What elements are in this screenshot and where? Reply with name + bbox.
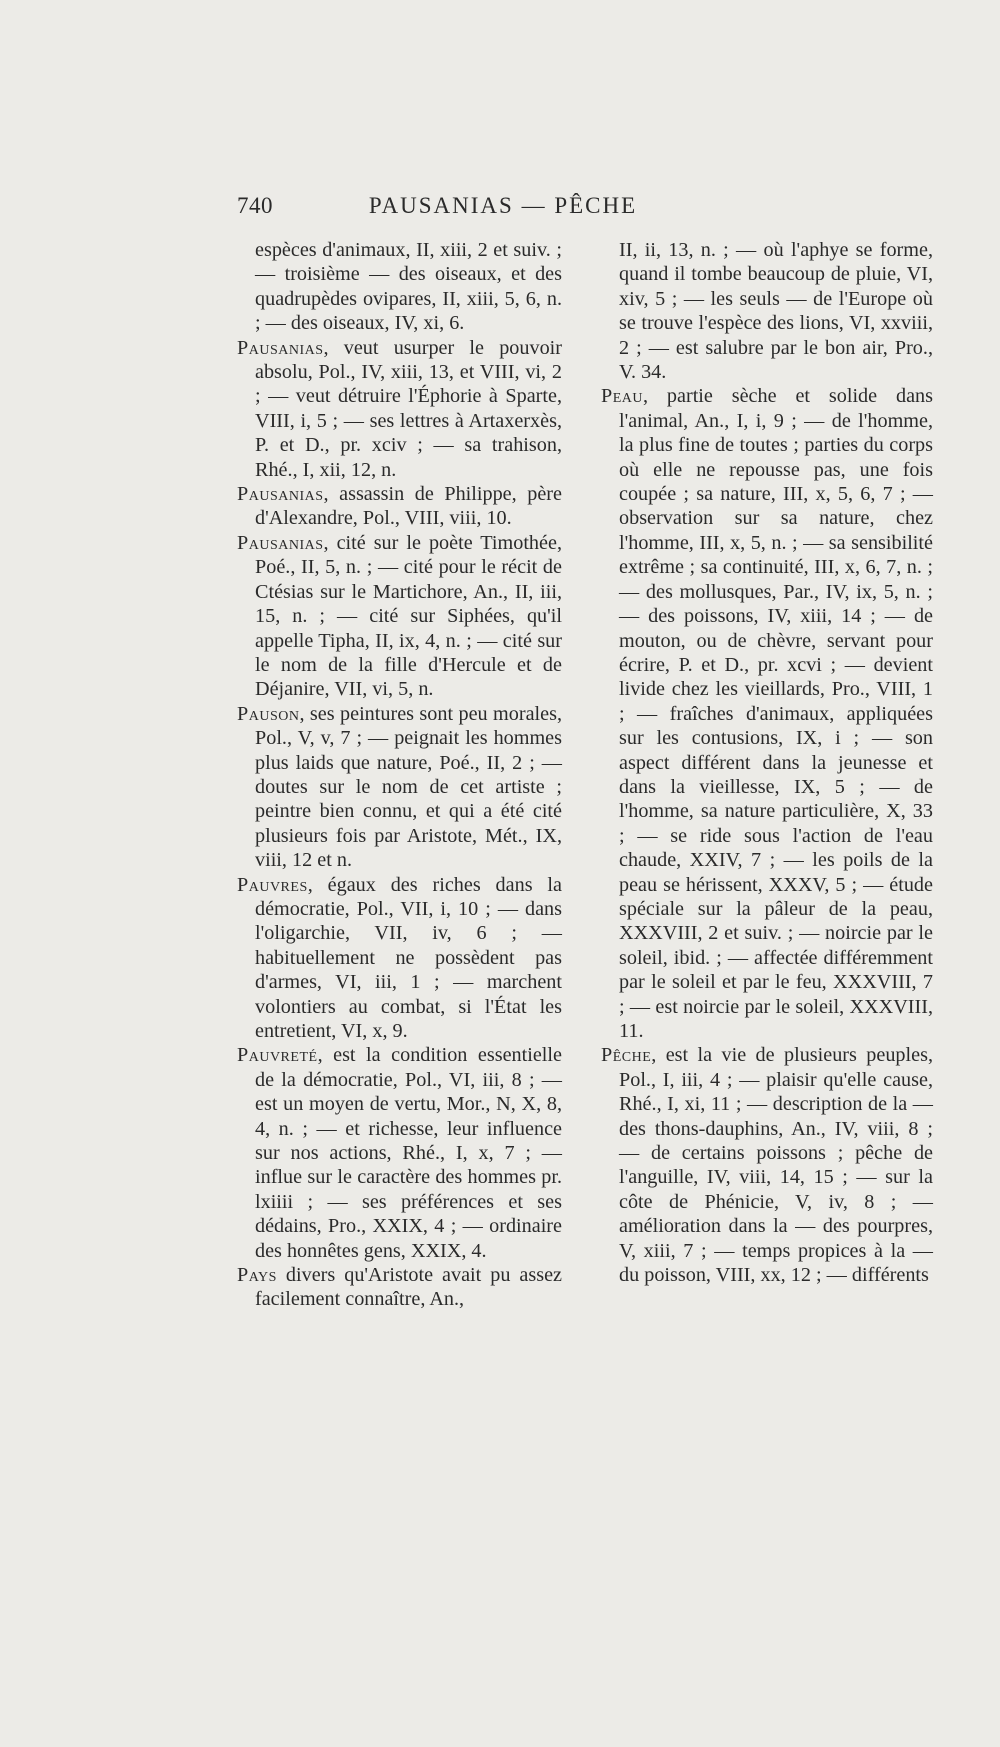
entry-text: , veut usurper le pouvoir absolu, Pol., IV, xiii, 13, et VIII, vi, 2 ; — veut détruire l'Éphorie à Sparte, VIII, i, 5 ; — ses lettres à Artaxerxès, P. et D., pr. xciv ; — sa trahison, Rhé., I, xii, 12, n. (255, 336, 562, 481)
entry-headword: Pauson (237, 702, 300, 725)
entry-headword: Pausanias (237, 336, 324, 359)
entry-text: espèces d'animaux, II, xiii, 2 et suiv. ; — troisième — des oiseaux, et des quadrupèdes ovipares, II, xiii, 5, 6, n. ; — des oiseaux, IV, xi, 6. (255, 239, 562, 335)
entry-headword: Pauvres (237, 873, 308, 896)
entry-text: , ses peintures sont peu morales, Pol., V, v, 7 ; — peignait les hommes plus laids que nature, Poé., II, 2 ; — doutes sur le nom de cet artiste ; peintre bien connu, et qui a été cité plusieurs fois par Aristote, Mét., IX, viii, 12 et n. (255, 702, 562, 872)
entry-text: , égaux des riches dans la démocratie, Pol., VII, i, 10 ; — dans l'oligarchie, VII, iv, 6 ; — habituellement ne possèdent pas d'armes, VI, iii, 1 ; — marchent volontiers au combat, si l'État les entretient, VI, x, 9. (255, 873, 562, 1042)
entry-text: , est la condition essentielle de la démocratie, Pol., VI, iii, 8 ; — est un moyen de vertu, Mor., N, X, 8, 4, n. ; — et richesse, leur influence sur nos actions, Rhé., I, x, 7 ; — influe sur le caractère des hommes pr. lxiiii ; — ses préférences et ses dédains, Pro., XXIX, 4 ; — ordinaire des honnêtes gens, XXIX, 4. (255, 1044, 562, 1262)
index-entry (237, 336, 562, 482)
index-entry (237, 482, 562, 531)
left-column (237, 238, 562, 1312)
page-number: 740 (237, 193, 273, 218)
index-entry (237, 1043, 562, 1263)
index-entry (237, 238, 562, 336)
index-entry (237, 531, 562, 702)
entry-headword: Peau (601, 385, 643, 408)
running-title: PAUSANIAS — PÊCHE (368, 193, 638, 218)
entry-text: II, ii, 13, n. ; — où l'aphye se forme, quand il tombe beaucoup de pluie, VI, xiv, 5 ; — les seuls — de l'Europe où se trouve l'espèce des lions, VI, xxviii, 2 ; — est salubre par le bon air, Pro., V. 34. (619, 239, 933, 384)
entry-text: , est la vie de plusieurs peuples, Pol., I, iii, 4 ; — plaisir qu'elle cause, Rhé., I, xi, 11 ; — description de la — des thons-dauphins, An., IV, viii, 8 ; — de certains poissons ; pêche de l'anguille, IV, viii, 14, 15 ; — sur la côte de Phénicie, V, iv, 8 ; — amélioration dans la — des pourpres, V, xiii, 7 ; — temps propices à la — du poisson, VIII, xx, 12 ; — différents (619, 1044, 933, 1287)
entry-text: , cité sur le poète Timothée, Poé., II, 5, n. ; — cité pour le récit de Ctésias sur le Martichore, An., II, iii, 15, n. ; — cité sur Siphées, qu'il appelle Tipha, II, ix, 4, n. ; — cité sur le nom de la fille d'Hercule et de Déjanire, VII, vi, 5, n. (255, 531, 562, 701)
entry-text: , assassin de Philippe, père d'Alexandre, Pol., VIII, viii, 10. (255, 483, 562, 530)
entry-headword: Pausanias (237, 531, 324, 554)
entry-headword: Pêche (601, 1044, 652, 1067)
entry-text: divers qu'Aristote avait pu assez facilement connaître, An., (255, 1264, 562, 1311)
right-column (601, 238, 933, 1287)
entry-headword: Pausanias (237, 483, 324, 506)
index-entry (237, 873, 562, 1044)
entry-headword: Pauvreté (237, 1044, 318, 1067)
index-entry (237, 1263, 562, 1312)
page-header (237, 193, 729, 227)
index-entry (601, 384, 933, 1043)
entry-text: , partie sèche et solide dans l'animal, An., I, i, 9 ; — de l'homme, la plus fine de toutes ; parties du corps où elle ne repousse pas, une fois coupée ; sa nature, III, x, 5, 6, 7 ; — observation sur sa nature, chez l'homme, III, x, 5, n. ; — sa sensibilité extrême ; sa continuité, III, x, 6, 7, n. ; — des mollusques, Par., IV, ix, 5, n. ; — des poissons, IV, xiii, 14 ; — de mouton, ou de chèvre, servant pour écrire, P. et D., pr. xcvi ; — devient livide chez les vieillards, Pro., VIII, 1 ; — fraîches d'animaux, appliquées sur les contusions, IX, i ; — son aspect différent dans la jeunesse et dans la vieillesse, IX, 5 ; — de l'homme, sa nature particulière, X, 33 ; — se ride sous l'action de l'eau chaude, XXIV, 7 ; — les poils de la peau se hérissent, XXXV, 5 ; — étude spéciale sur la pâleur de la peau, XXXVIII, 2 et suiv. ; — noircie par le soleil, ibid. ; — affectée différemment par le soleil et par le feu, XXXVIII, 7 ; — est noircie par le soleil, XXXVIII, 11. (619, 385, 933, 1042)
entry-headword: Pays (237, 1264, 277, 1287)
index-entry (237, 702, 562, 873)
index-entry (601, 1043, 933, 1287)
index-entry (601, 238, 933, 384)
